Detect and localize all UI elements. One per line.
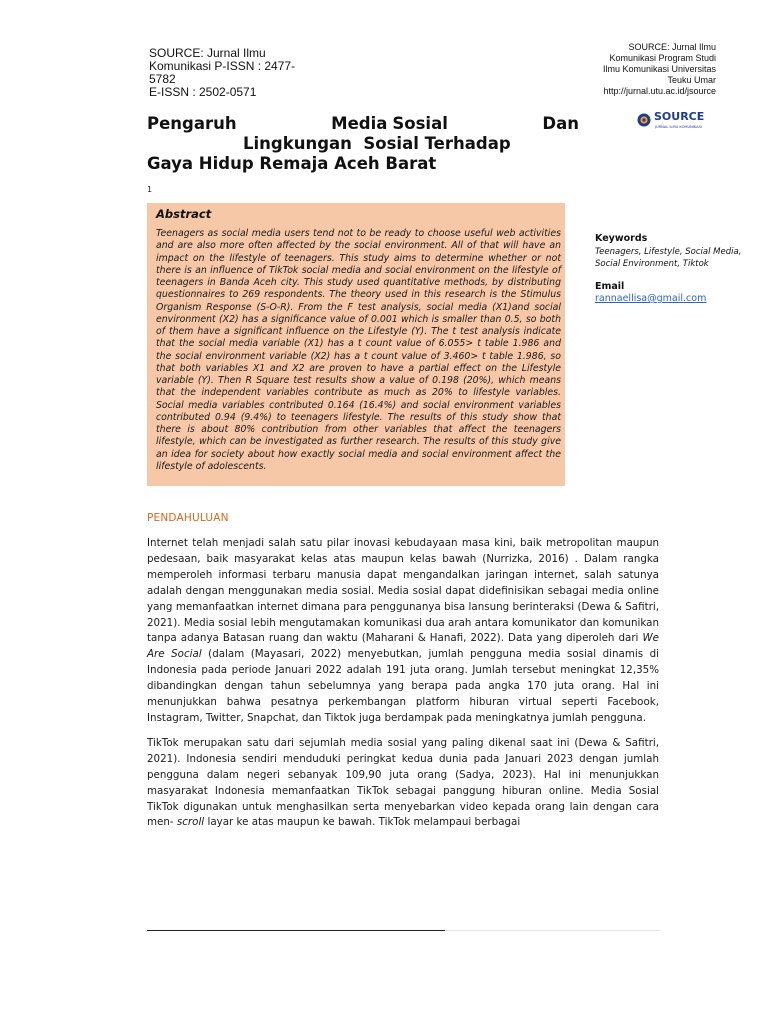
source-journal-logo bbox=[636, 108, 714, 132]
footnote-marker: 1 bbox=[147, 185, 153, 194]
title-word: Sosial bbox=[392, 114, 448, 133]
email-block bbox=[595, 281, 745, 304]
keywords-block bbox=[595, 233, 745, 270]
journal-info-line: Komunikasi Program Studi bbox=[609, 53, 716, 63]
source-line-3: E-ISSN : 2502-0571 bbox=[149, 85, 257, 99]
article-title bbox=[147, 114, 579, 174]
divider bbox=[445, 930, 659, 931]
abstract-text: Teenagers as social media users tend not to be ready to choose useful web activities and are also more often affected by the social environment. All of that will have an impact on the lifestyle of teenagers. This study aims to determine whether or not there is an influence of TikTok social media and social environment on the lifestyle of teenagers in Banda Aceh city. This study used quantitative methods, by distributing questionnaires to 269 respondents. The theory used in this research is the Stimulus Organism Response (S-O-R). From the F test analysis, social media (X1)and social environment (X2) has a significance value of 0.001 which is smaller than 0.5, so both of them have a significant influence on the Lifestyle (Y). The t test analysis indicate that the social media variable (X1) has a t count value of 6.055> t table 1.986 and the social environment variable (X2) has a t count value of 3.460> t table 1.986, so that both variables X1 and X2 are proven to have a partial effect on the Lifestyle variable (Y). Then R Square test results show a value of 0.198 (20%), which means that the independent variables contribute as much as 20% to lifestyle variables. Social media variables contributed 0.164 (16.4%) and social environment variables contributed 0.94 (9.4%) to teenagers lifestyle. The results of this study show that there is about 80% contribution from other variables that affect the teenagers lifestyle, which can be investigated as further research. The results of this study give an idea for society about how exactly social media and social environment affect the lifestyle of adolescents. bbox=[156, 228, 561, 472]
paragraph: TikTok merupakan satu dari sejumlah media sosial yang paling dikenal saat ini (Dewa & Safitri, 2021). Indonesia sendiri menduduki peringkat kedua dunia pada Januari 2023 dengan jumlah pengguna dalam negeri sebanyak 109,90 juta orang (Sadya, 2023). Hal ini menunjukkan masyarakat Indonesia memanfaatkan TikTok sebagai panggung hiburan online. Media Sosial TikTok digunakan untuk menghasilkan serta menyebarkan video kepada orang lain dengan cara men- scroll layar ke atas maupun ke bawah. TikTok melampaui berbagai bbox=[147, 736, 659, 829]
svg-text:SOURCE: SOURCE bbox=[654, 110, 705, 123]
source-line-2: Komunikasi P-ISSN : 2477- 5782 bbox=[149, 59, 296, 86]
journal-source-right bbox=[526, 42, 716, 97]
email-link[interactable]: rannaellisa@gmail.com bbox=[595, 293, 707, 304]
journal-info-line: SOURCE: Jurnal Ilmu bbox=[628, 42, 716, 52]
keywords-text: Teenagers, Lifestyle, Social Media, Social Environment, Tiktok bbox=[595, 247, 742, 269]
email-heading: Email bbox=[595, 281, 625, 292]
source-line-1: SOURCE: Jurnal Ilmu bbox=[149, 46, 266, 60]
title-line-2: Lingkungan Sosial Terhadap bbox=[243, 134, 511, 153]
section-heading: PENDAHULUAN bbox=[147, 512, 229, 524]
title-word: Media bbox=[331, 114, 388, 133]
paragraph: Internet telah menjadi salah satu pilar inovasi kebudayaan masa kini, baik metropolitan maupun pedesaan, baik masyarakat kelas atas maupun kelas bawah (Nurrizka, 2016) . Dalam rangka memperoleh informasi terbaru manusia dapat mengandalkan jaringan internet, salah satunya adalah dengan menggunakan media sosial. Media sosial dapat didefinisikan sebagai media online yang memanfaatkan internet dimana para penggunanya bisa lansung berinteraksi (Dewa & Safitri, 2021). Media sosial lebih mengutamakan komunikasi dua arah antara komunikator dan komunikan tanpa adanya Batasan ruang dan waktu (Maharani & Hanafi, 2022). Data yang diperoleh dari We Are Social (dalam (Mayasari, 2022) menyebutkan, jumlah pengguna media sosial dinamis di Indonesia pada periode Januari 2022 adalah 191 juta orang. Jumlah tersebut meningkat 12,35% dibandingkan dengan tahun sebelumnya yang berapa pada angka 170 juta orang. Hal ini menunjukkan bahwa pesatnya perkembangan platform hiburan virtual seperti Facebook, Instagram, Twitter, Snapchat, dan Tiktok juga berdampak pada meningkatnya jumlah pengguna. bbox=[147, 537, 659, 724]
abstract-box bbox=[147, 203, 565, 486]
keywords-heading: Keywords bbox=[595, 233, 648, 244]
title-word: Dan bbox=[542, 114, 579, 133]
footnote-rule bbox=[147, 930, 445, 931]
title-line-1 bbox=[147, 114, 579, 134]
journal-info-line: Ilmu Komunikasi Universitas bbox=[602, 64, 716, 74]
title-word: Pengaruh bbox=[147, 114, 237, 133]
svg-text:JURNAL ILMU KOMUNIKASI: JURNAL ILMU KOMUNIKASI bbox=[655, 125, 702, 129]
body-text bbox=[147, 536, 659, 840]
journal-info-line: Teuku Umar bbox=[667, 75, 716, 85]
title-line-3: Gaya Hidup Remaja Aceh Barat bbox=[147, 154, 437, 173]
journal-url: http://jurnal.utu.ac.id/jsource bbox=[603, 86, 716, 96]
abstract-heading: Abstract bbox=[156, 207, 212, 221]
journal-source-left bbox=[149, 47, 319, 99]
